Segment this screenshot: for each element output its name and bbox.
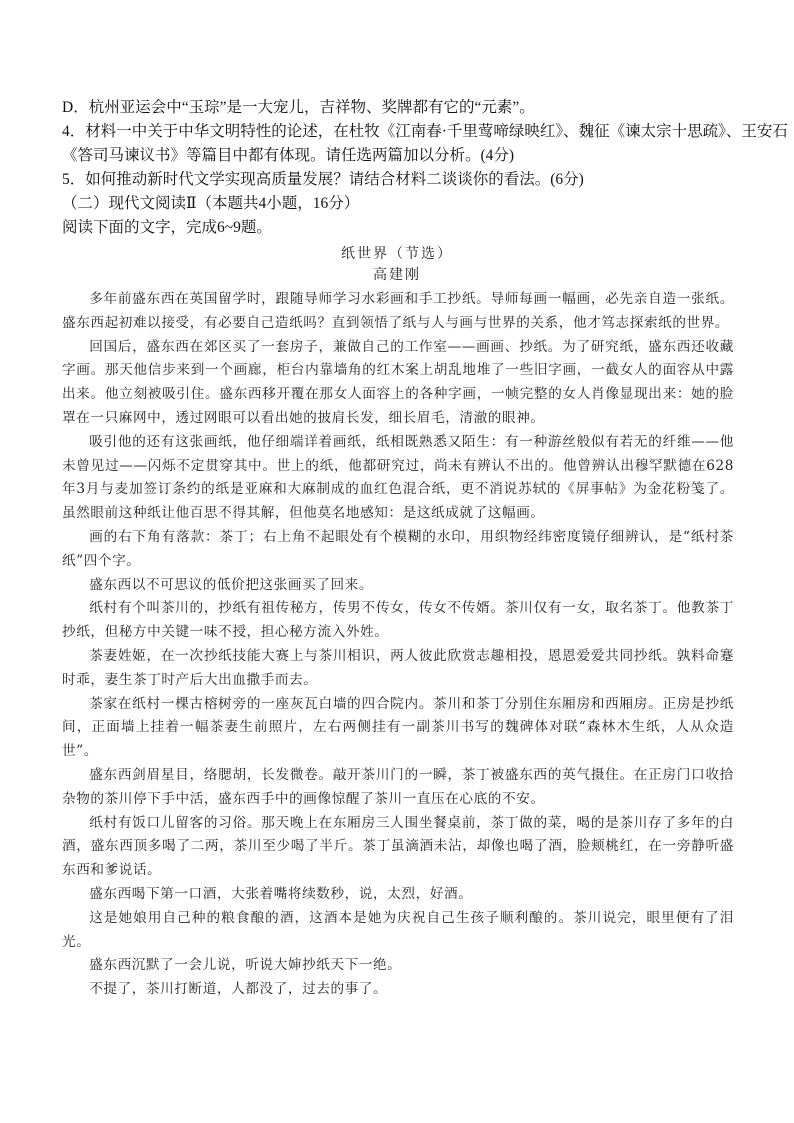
section-heading: （二）现代文阅读Ⅱ（本题共4小题，16分） <box>62 195 360 212</box>
paragraph: 这是她娘用自己种的粮食酿的酒，这酒本是她为庆祝自己生孩子顺利酿的。茶川说完，眼里便有了泪光。 <box>62 909 734 950</box>
paragraph: 多年前盛东西在英国留学时，跟随导师学习水彩画和手工抄纸。导师每画一幅画，必先亲自造一张纸。盛东西起初难以接受，有必要自己造纸吗？直到领悟了纸与人与画与世界的关系，他才笃志探索纸的世界。 <box>62 291 734 331</box>
paragraph: 回国后，盛东西在郊区买了一套房子，兼做自己的工作室——画画、抄纸。为了研究纸，盛东西还收藏字画。那天他信步来到一个画廊，柜台内靠墙角的红木案上胡乱地堆了一些旧字画，一截女人的面容从中露出来。他立刻被吸引住。盛东西移开覆在那女人面容上的各种字画，一帧完整的女人肖像显现出来：她的脸罩在一只麻网中，透过网眼可以看出她的披肩长发，细长眉毛，清澈的眼神。 <box>62 338 734 426</box>
paragraph: 纸村有饭口儿留客的习俗。那天晚上在东厢房三人围坐餐桌前，茶丁做的菜，喝的是茶川存了多年的白酒，盛东西顶多喝了二两，茶川至少喝了半斤。茶丁虽滴酒未沾，却像也喝了酒，脸颊桃红，在一旁静听盛东西和爹说话。 <box>62 814 734 879</box>
reading-instruction: 阅读下面的文字，完成6~9题。 <box>62 219 272 236</box>
paragraph: 画的右下角有落款：茶丁；右上角不起眼处有个模糊的水印，用织物经纬密度镜仔细辨认，是“纸村茶纸”四个字。 <box>62 528 734 569</box>
paragraph: 吸引他的还有这张画纸，他仔细端详着画纸，纸相既熟悉又陌生：有一种游丝般似有若无的纤维——他未曾见过——闪烁不定贯穿其中。世上的纸，他都研究过，尚未有辨认不出的。他曾辨认出穆罕默德在628年3月与麦加签订条约的纸是亚麻和大麻制成的血红色混合纸，更不消说苏轼的《屏事帖》为金花粉笺了。虽然眼前这种纸让他百思不得其解，但他莫名地感知：是这纸成就了这幅画。 <box>62 433 734 522</box>
article-author: 高建刚 <box>373 267 421 283</box>
article-body <box>62 288 734 1002</box>
paragraph: 盛东西剑眉星目，络腮胡，长发微卷。敲开茶川门的一瞬，茶丁被盛东西的英气摄住。在正房门口收拾杂物的茶川停下手中活，盛东西手中的画像惊醒了茶川一直压在心底的不安。 <box>62 766 734 807</box>
option-d: D．杭州亚运会中“玉琮”是一大宠儿，吉祥物、奖牌都有它的“元素”。 <box>62 99 535 116</box>
question-4-line-2: 《答司马谏议书》等篇目中都有体现。请任选两篇加以分析。(4分) <box>62 147 515 164</box>
paragraph: 盛东西喝下第一口酒，大张着嘴将续数秒，说，太烈，好酒。 <box>89 885 473 902</box>
paragraph: 盛东西沉默了一会儿说，听说大婶抄纸天下一绝。 <box>89 957 402 974</box>
paragraph: 盛东西以不可思议的低价把这张画买了回来。 <box>89 576 374 593</box>
paragraph: 不提了，茶川打断道，人都没了，过去的事了。 <box>89 981 388 998</box>
paragraph: 茶家在纸村一棵古榕树旁的一座灰瓦白墙的四合院内。茶川和茶丁分别住东厢房和西厢房。正房是抄纸间，正面墙上挂着一幅茶妻生前照片，左右两侧挂有一副茶川书写的魏碑体对联“森林木生纸，人从众造世”。 <box>62 695 734 760</box>
paragraph: 纸村有个叫茶川的，抄纸有祖传秘方，传男不传女，传女不传婿。茶川仅有一女，取名茶丁。他教茶丁抄纸，但秘方中关键一味不授，担心秘方流入外姓。 <box>62 600 734 641</box>
question-5: 5．如何推动新时代文学实现高质量发展？请结合材料二谈谈你的看法。(6分) <box>62 171 584 188</box>
article-title: 纸世界（节选） <box>341 246 453 262</box>
paragraph: 茶妻姓姬，在一次抄纸技能大赛上与茶川相识，两人彼此欣赏志趣相投，恩恩爱爱共同抄纸。孰料命蹇时乖，妻生茶丁时产后大出血撒手而去。 <box>62 647 734 688</box>
question-4-line-1: 4．材料一中关于中华文明特性的论述，在杜牧《江南春·千里莺啼绿映红》、魏征《谏太宗十思疏》、王安石 <box>62 123 788 140</box>
